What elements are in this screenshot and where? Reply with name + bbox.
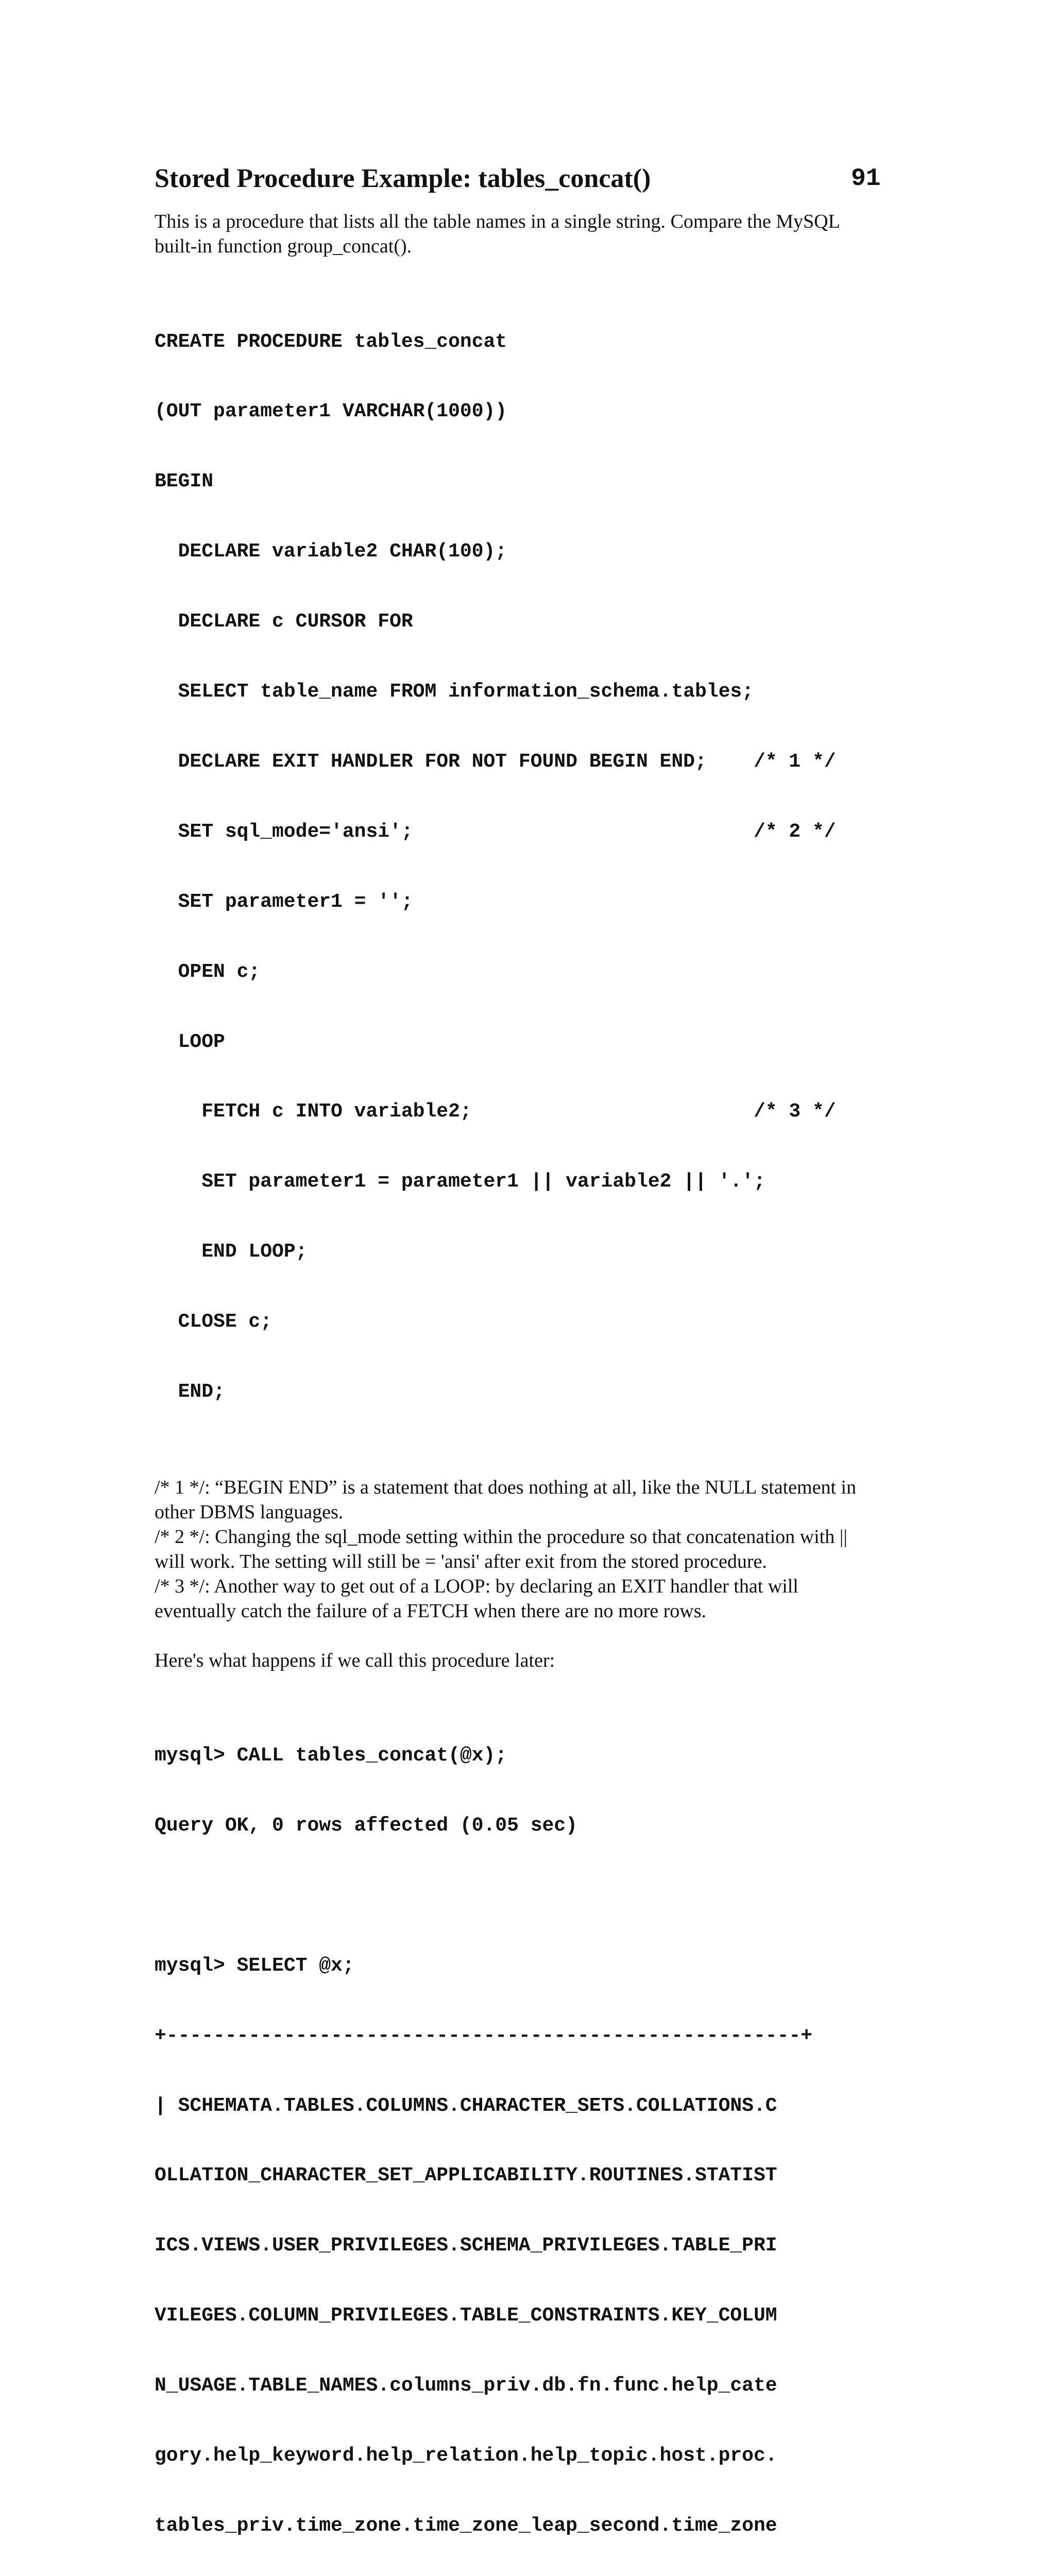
note-line: /* 1 */: “BEGIN END” is a statement that does nothing at all, like the NULL statement in	[155, 1476, 857, 1498]
page-header	[155, 161, 896, 197]
code-line: ICS.VIEWS.USER_PRIVILEGES.SCHEMA_PRIVILEGES.TABLE_PRI	[155, 2234, 777, 2257]
note-line: /* 2 */: Changing the sql_mode setting within the procedure so that concatenation with ||	[155, 1526, 847, 1548]
page-title: Stored Procedure Example: tables_concat()	[155, 164, 651, 193]
intro-line: built-in function group_concat().	[155, 235, 412, 257]
code-line: SET sql_mode='ansi'; /* 2 */	[155, 820, 836, 843]
select-output-block	[155, 1907, 896, 2576]
code-line: FETCH c INTO variable2; /* 3 */	[155, 1100, 836, 1123]
code-line: SET parameter1 = '';	[155, 890, 413, 913]
code-line: OLLATION_CHARACTER_SET_APPLICABILITY.ROUTINES.STATIST	[155, 2164, 777, 2187]
code-line: SET parameter1 = parameter1 || variable2 || '.';	[155, 1171, 765, 1193]
call-output-block	[155, 1698, 896, 1884]
code-line: LOOP	[155, 1030, 225, 1053]
note-line: eventually catch the failure of a FETCH when there are no more rows.	[155, 1600, 706, 1622]
note-line: will work. The setting will still be = 'ansi' after exit from the stored procedure.	[155, 1550, 767, 1572]
code-line: | SCHEMATA.TABLES.COLUMNS.CHARACTER_SETS.COLLATIONS.C	[155, 2094, 777, 2117]
document-page	[155, 161, 896, 2576]
code-line: tables_priv.time_zone.time_zone_leap_second.time_zone	[155, 2514, 777, 2537]
code-line: VILEGES.COLUMN_PRIVILEGES.TABLE_CONSTRAINTS.KEY_COLUM	[155, 2304, 777, 2327]
note-line: other DBMS languages.	[155, 1501, 344, 1523]
note-line: /* 3 */: Another way to get out of a LOOP: by declaring an EXIT handler that will	[155, 1575, 798, 1597]
code-line: DECLARE variable2 CHAR(100);	[155, 540, 507, 563]
code-line: SELECT table_name FROM information_schema.tables;	[155, 681, 754, 703]
code-line: mysql> SELECT @x;	[155, 1954, 354, 1977]
code-line: END;	[155, 1380, 225, 1403]
code-line: BEGIN	[155, 470, 214, 493]
code-line: Query OK, 0 rows affected (0.05 sec)	[155, 1815, 577, 1837]
code-line: END LOOP;	[155, 1241, 308, 1263]
notes-paragraph	[155, 1475, 896, 1623]
code-line: CLOSE c;	[155, 1311, 273, 1333]
code-line: gory.help_keyword.help_relation.help_topic.host.proc.	[155, 2445, 777, 2467]
code-line: DECLARE c CURSOR FOR	[155, 611, 413, 633]
code-line: DECLARE EXIT HANDLER FOR NOT FOUND BEGIN END; /* 1 */	[155, 750, 836, 773]
call-intro-paragraph: Here's what happens if we call this procedure later:	[155, 1649, 555, 1671]
code-line: (OUT parameter1 VARCHAR(1000))	[155, 400, 507, 423]
code-line: mysql> CALL tables_concat(@x);	[155, 1744, 507, 1767]
code-line: N_USAGE.TABLE_NAMES.columns_priv.db.fn.func.help_cate	[155, 2375, 777, 2397]
intro-line: This is a procedure that lists all the table names in a single string. Compare the MySQL	[155, 211, 840, 232]
page-number: 91	[851, 165, 881, 193]
code-line: OPEN c;	[155, 960, 261, 983]
code-line: +------------------------------------------------------+	[155, 2024, 813, 2047]
procedure-code-block	[155, 283, 896, 1450]
code-line: CREATE PROCEDURE tables_concat	[155, 330, 507, 353]
intro-paragraph	[155, 209, 896, 259]
